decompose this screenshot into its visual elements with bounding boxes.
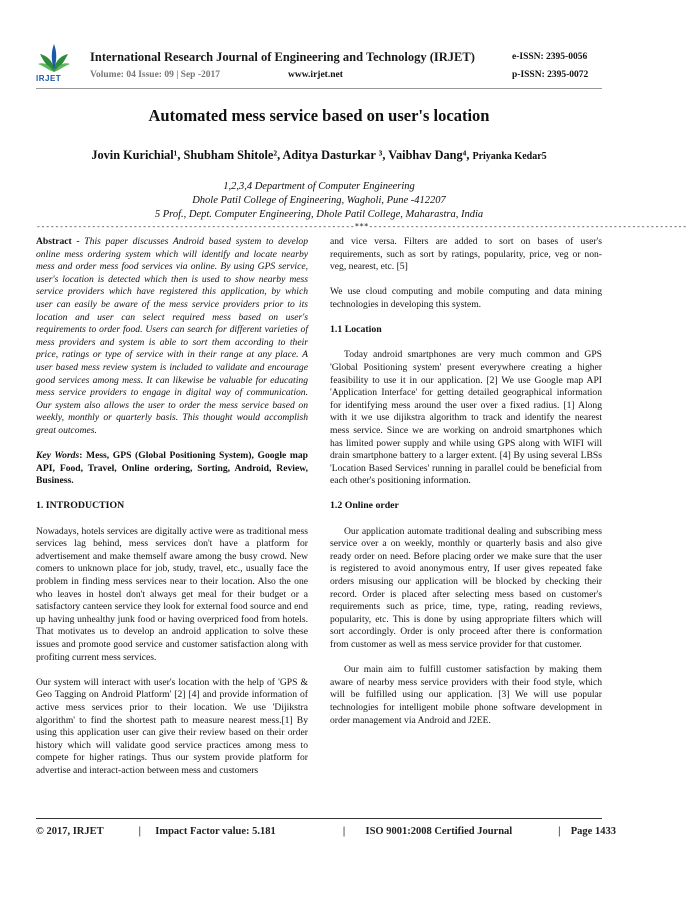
affiliation-line-2: Dhole Patil College of Engineering, Wagholi, Pune -412207 [192, 195, 446, 206]
volume-issue: Volume: 04 Issue: 09 | Sep -2017 [90, 70, 220, 80]
left-column [36, 236, 308, 790]
footer-separator: | [558, 826, 561, 837]
abstract-label: Abstract - [36, 236, 80, 247]
aim-paragraph: Our main aim to fulfill customer satisfaction by making them aware of nearby mess service providers with their food style, which will be fulfilled using our application. [3] We will use popular technologies for intelligent mobile phone software development in order management via Android and J2EE. [330, 664, 602, 726]
footer-divider [36, 818, 602, 819]
affiliation-line-3: 5 Prof., Dept. Computer Engineering, Dhole Patil College, Maharastra, India [154, 209, 484, 220]
authors-last: Priyanka Kedar5 [472, 151, 547, 162]
paper-title: Automated mess service based on user's location [148, 106, 490, 125]
keywords [36, 450, 308, 488]
keywords-label: Key Words [36, 450, 80, 462]
keywords-text: : Mess, GPS (Global Positioning System), Google map API, Food, Travel, Online ordering, Sorting, Android, Review, Business. [36, 450, 308, 487]
authors-main: Jovin Kurichial¹, Shubham Shitole², Aditya Dasturkar ³, Vaibhav Dang⁴, [91, 148, 473, 162]
footer-page-number: Page 1433 [570, 826, 616, 837]
journal-header [0, 0, 638, 90]
abstract-text: This paper discusses Android based system to develop online mess ordering system which will identify and locate nearby mess and order mess food services via online. By using GPS service, user's location is detected which then is used to show nearby mess service providers which have registered this application, by which user can easily be aware of the mess service providers prior to its location and user can select required mess based on user's requirements to order food. Users can search for different varieties of mess providers and system is able to sort them according to their price, ratings or type of service with in their range at any place. A user based mess review system is included to validate and encourage good services among mess. It can likewise be valuable for educating mess service providers to engage in digital way of communication. Our system also allows the user to order the mess service based on weekly, monthly or quarterly basis. This thought would accomplish great outcomes. [36, 236, 309, 436]
intro-paragraph-continued: and vice versa. Filters are added to sort on bases of user's requirements, such as sort by ratings, popularity, price, veg or non-veg, nearest, etc. [5] [330, 236, 602, 273]
section-separator: ---------------------------------------------------------------------***--------------------------------------------------------------------- [36, 222, 687, 231]
logo-text: IRJET [36, 74, 62, 83]
online-order-heading: 1.2 Online order [330, 500, 399, 512]
header-divider [36, 88, 602, 89]
footer-separator: | [342, 826, 346, 837]
author-list [0, 148, 638, 163]
location-paragraph: Today android smartphones are very much common and GPS 'Global Positioning system' present everywhere creating a higher feasibility to use it in our application. [2] We use Google map API 'Application Interface' for getting detailed geographical information for identifying mess around the user over a fixed radius. [1] Along with it we use dijikstra algorithm to track and identify the nearest mess service. Since we are working on android smartphones which has limited power supply and while using GPS along with WIFI will drain smartphone battery to a larger extent. [4] By using several LBSs 'Location Based Services' running in parallel could be beneficial from each other's positioning information. [330, 349, 602, 487]
right-column [330, 236, 602, 740]
footer-iso: ISO 9001:2008 Certified Journal [365, 826, 513, 837]
affiliation-line-1: 1,2,3,4 Department of Computer Engineering [223, 181, 415, 192]
journal-website-link[interactable]: www.irjet.net [288, 70, 343, 80]
intro-paragraph-2: Our system will interact with user's location with the help of 'GPS & Geo Tagging on Android Platform' [2] [4] and provide information of active mess services prior to their location. We use 'Dijikstra algorithm' to find the shortest path to measure nearest mess.[1] By using this application user can give their review based on their order history which will validate good service practices among mess to compete for higher ratings. Thus our system provide platform for advertise and interact-action between mess and customers [36, 676, 308, 776]
abstract [36, 236, 308, 438]
intro-paragraph-1: Nowadays, hotels services are digitally active were as traditional mess services lag behind, mess services don't have a platform for advertisement and make themself aware among the busy crowd. New comers to unknown place for job, study, travel, etc., usually face the problem in finding mess services near to their location. Also the one who leaves in hostel don't always get meal for their budget or a satisfactory canteen service they look for external food source and end up having unhealthy junk food or having overpriced food from hotels. That motivates us to develop an android application to solve these issues and promote good service and customer satisfaction along with profiting current mess services. [36, 525, 308, 663]
journal-title: International Research Journal of Engineering and Technology (IRJET) [90, 50, 475, 64]
introduction-heading: 1. INTRODUCTION [36, 500, 125, 512]
footer-impact-factor: Impact Factor value: 5.181 [155, 826, 276, 837]
location-heading: 1.1 Location [330, 324, 382, 336]
pissn: p-ISSN: 2395-0072 [512, 70, 589, 80]
online-order-paragraph: Our application automate traditional dealing and subscribing mess service over a on weekly, monthly or quarterly basis and also give ready order on need. Before placing order we make sure that the user is registered to avoid anonymous entry, If user gives repeated fake orders misusing our application will be blocked by checking their record. Order is placed after selecting mess based on customer's requirements such as price, time, type, rating, reading reviews, popularity, etc. This is done by using appropriate filters which will sort accordingly. Order is only proceed after there is conformation from customer as well as mess service provider for that customer. [330, 525, 602, 650]
page-footer [36, 826, 616, 837]
irjet-logo-icon [36, 42, 72, 78]
eissn: e-ISSN: 2395-0056 [512, 52, 588, 62]
footer-copyright: © 2017, IRJET [36, 826, 104, 837]
cloud-paragraph: We use cloud computing and mobile computing and data mining technologies in developing this system. [330, 286, 602, 310]
footer-separator: | [138, 826, 141, 837]
